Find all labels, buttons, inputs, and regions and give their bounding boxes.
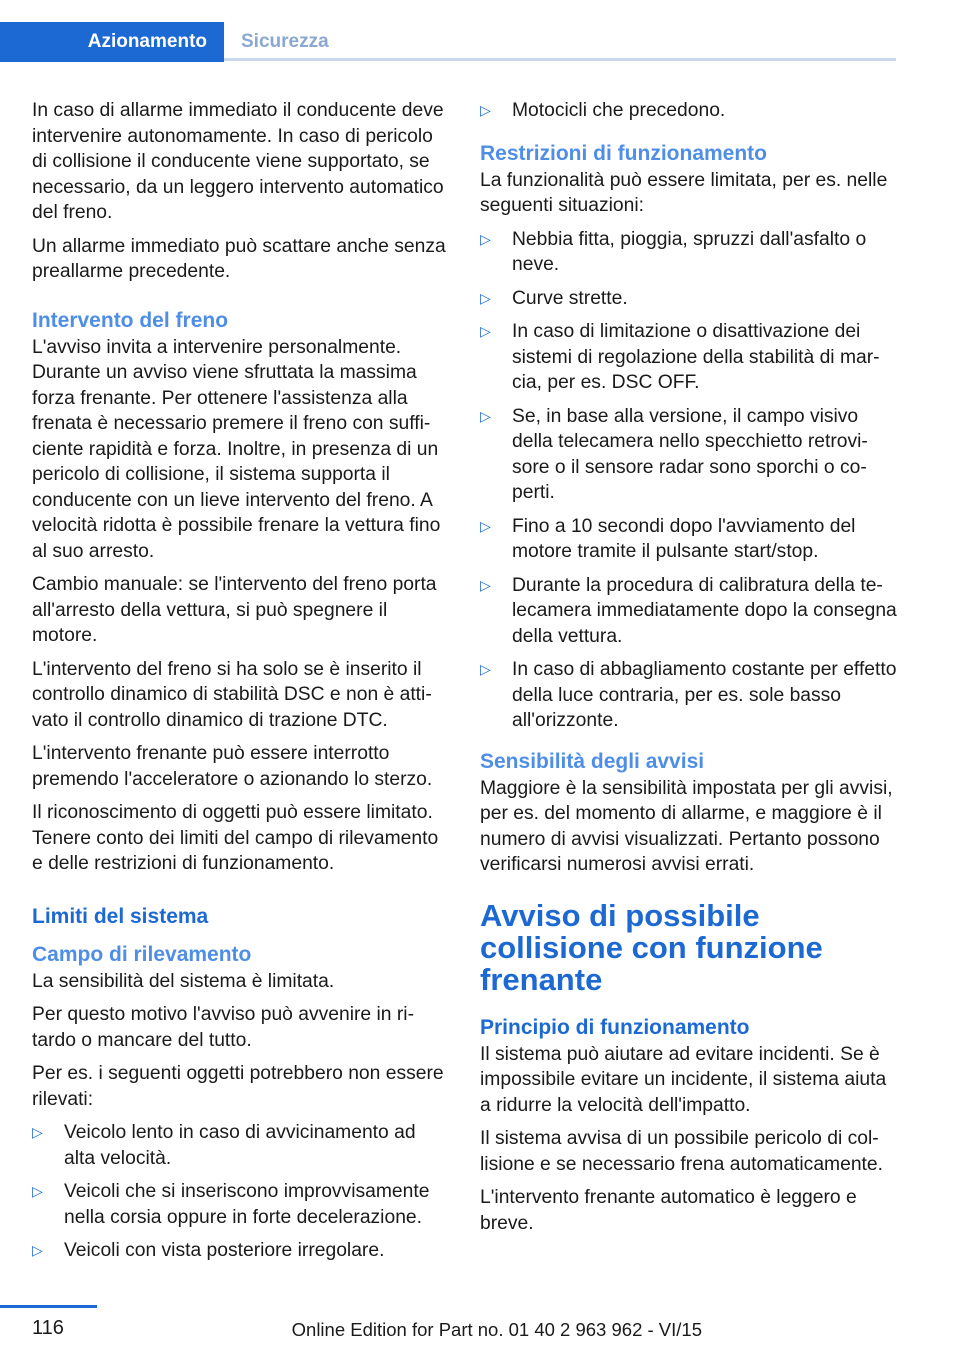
paragraph: L'intervento frenante può essere interrotto premendo l'acceleratore o azionando lo sterzo.: [32, 743, 433, 790]
page-header: [0, 0, 960, 62]
tab-azionamento[interactable]: Azionamento: [0, 22, 224, 62]
tab-sicurezza[interactable]: Sicurezza: [241, 31, 329, 52]
paragraph: La sensibilità del sistema è limitata.: [32, 970, 335, 992]
paragraph: Il riconoscimento di oggetti può essere limitato. Tenere conto dei limiti del campo di rilevamento e delle restrizioni di funzionamento.: [32, 802, 439, 874]
left-column: [32, 98, 450, 1272]
heading-intervento-freno: Intervento del freno: [32, 308, 229, 332]
list-item: ▷ Motocicli che precedono.: [480, 98, 898, 124]
triangle-bullet-icon: ▷: [32, 1242, 43, 1258]
heading-sensibilita: Sensibilità degli avvisi: [480, 749, 705, 773]
bullet-list: [32, 1120, 450, 1264]
bullet-list: [480, 227, 898, 734]
triangle-bullet-icon: ▷: [480, 661, 491, 677]
heading-restrizioni: Restrizioni di funzionamento: [480, 141, 767, 165]
list-item: ▷ Veicolo lento in caso di avvicinamento ad alta velocità.: [32, 1122, 416, 1169]
footer-rule: [0, 1305, 97, 1308]
list-item: ▷ In caso di abbagliamento costante per effetto della luce contraria, per es. sole basso all'orizzonte.: [480, 659, 897, 731]
heading-avviso-collisione: Avviso di possibile collisione con funzione frenante: [480, 897, 823, 997]
list-item: ▷ Curve strette.: [480, 286, 898, 312]
paragraph: Il sistema avvisa di un possibile pericolo di collisione e se necessario frena automaticamente.: [480, 1128, 883, 1175]
triangle-bullet-icon: ▷: [480, 323, 491, 339]
list-item: ▷ Veicoli con vista posteriore irregolare.: [32, 1238, 450, 1264]
paragraph: Il sistema può aiutare ad evitare incidenti. Se è impossibile evitare un incidente, il sistema aiuta a ridurre la velocità dell'impatto.: [480, 1043, 887, 1116]
paragraph: Cambio manuale: se l'intervento del freno porta all'arresto della vettura, si può spegnere il motore.: [32, 574, 437, 646]
triangle-bullet-icon: ▷: [32, 1183, 43, 1199]
triangle-bullet-icon: ▷: [480, 102, 491, 118]
header-rule: [224, 58, 896, 61]
edition-note: Online Edition for Part no. 01 40 2 963 962 - VI/15: [291, 1319, 702, 1340]
right-column: [480, 98, 898, 1244]
paragraph: L'intervento frenante automatico è leggero e breve.: [480, 1187, 857, 1234]
paragraph: Maggiore è la sensibilità impostata per gli avvisi, per es. del momento di allarme, e maggiore è il numero di avvisi visualizzati. Pertanto possono verificarsi numerosi avvisi errati.: [480, 777, 893, 875]
paragraph: In caso di allarme immediato il conducente deve intervenire autonomamente. In caso di pericolo di collisione il conducente viene supportato, se necessario, da un leggero intervento automatico del freno.: [32, 100, 444, 223]
triangle-bullet-icon: ▷: [480, 576, 491, 593]
paragraph: La funzionalità può essere limitata, per es. nelle seguenti situazioni:: [480, 169, 888, 216]
triangle-bullet-icon: ▷: [32, 1124, 43, 1140]
list-item: ▷ Nebbia fitta, pioggia, spruzzi dall'asfalto o neve.: [480, 228, 867, 275]
paragraph: Per questo motivo l'avviso può avvenire in ritardo o mancare del tutto.: [32, 1004, 414, 1051]
triangle-bullet-icon: ▷: [480, 407, 491, 424]
list-item: ▷ In caso di limitazione o disattivazione dei sistemi di regolazione della stabilità di marcia, per es. DSC OFF.: [480, 321, 880, 393]
list-item: ▷ Veicoli che si inseriscono improvvisamente nella corsia oppure in forte decelerazione.: [32, 1181, 430, 1228]
list-item: ▷ Durante la procedura di calibratura della telecamera immediatamente dopo la consegna della vettura.: [480, 574, 897, 647]
bullet-list: [480, 98, 898, 124]
heading-limiti-sistema: Limiti del sistema: [32, 904, 209, 928]
triangle-bullet-icon: ▷: [480, 230, 491, 247]
paragraph: L'avviso invita a intervenire personalmente. Durante un avviso viene sfruttata la massima forza frenante. Per ottenere l'assistenza alla frenata è necessario premere il freno con sufficiente rapidità e forza. Inoltre, in presenza di un pericolo di collisione, il sistema supporta il conducente con un lieve intervento del freno. A velocità ridotta è possibile frenare la vettura fino al suo arresto.: [32, 336, 441, 562]
triangle-bullet-icon: ▷: [480, 517, 491, 534]
paragraph: Per es. i seguenti oggetti potrebbero non essere rilevati:: [32, 1063, 444, 1110]
paragraph: Un allarme immediato può scattare anche senza preallarme precedente.: [32, 235, 446, 282]
page-number: 116: [32, 1317, 64, 1339]
heading-campo-rilevamento: Campo di rilevamento: [32, 942, 252, 966]
list-item: ▷ Se, in base alla versione, il campo visivo della telecamera nello specchietto retrovisore o il sensore radar sono sporchi o coperti.: [480, 405, 868, 503]
triangle-bullet-icon: ▷: [480, 289, 491, 306]
heading-principio: Principio di funzionamento: [480, 1015, 750, 1039]
paragraph: L'intervento del freno si ha solo se è inserito il controllo dinamico di stabilità DSC e non è attivato il controllo dinamico di trazione DTC.: [32, 658, 432, 731]
list-item: ▷ Fino a 10 secondi dopo l'avviamento del motore tramite il pulsante start/stop.: [480, 515, 856, 562]
